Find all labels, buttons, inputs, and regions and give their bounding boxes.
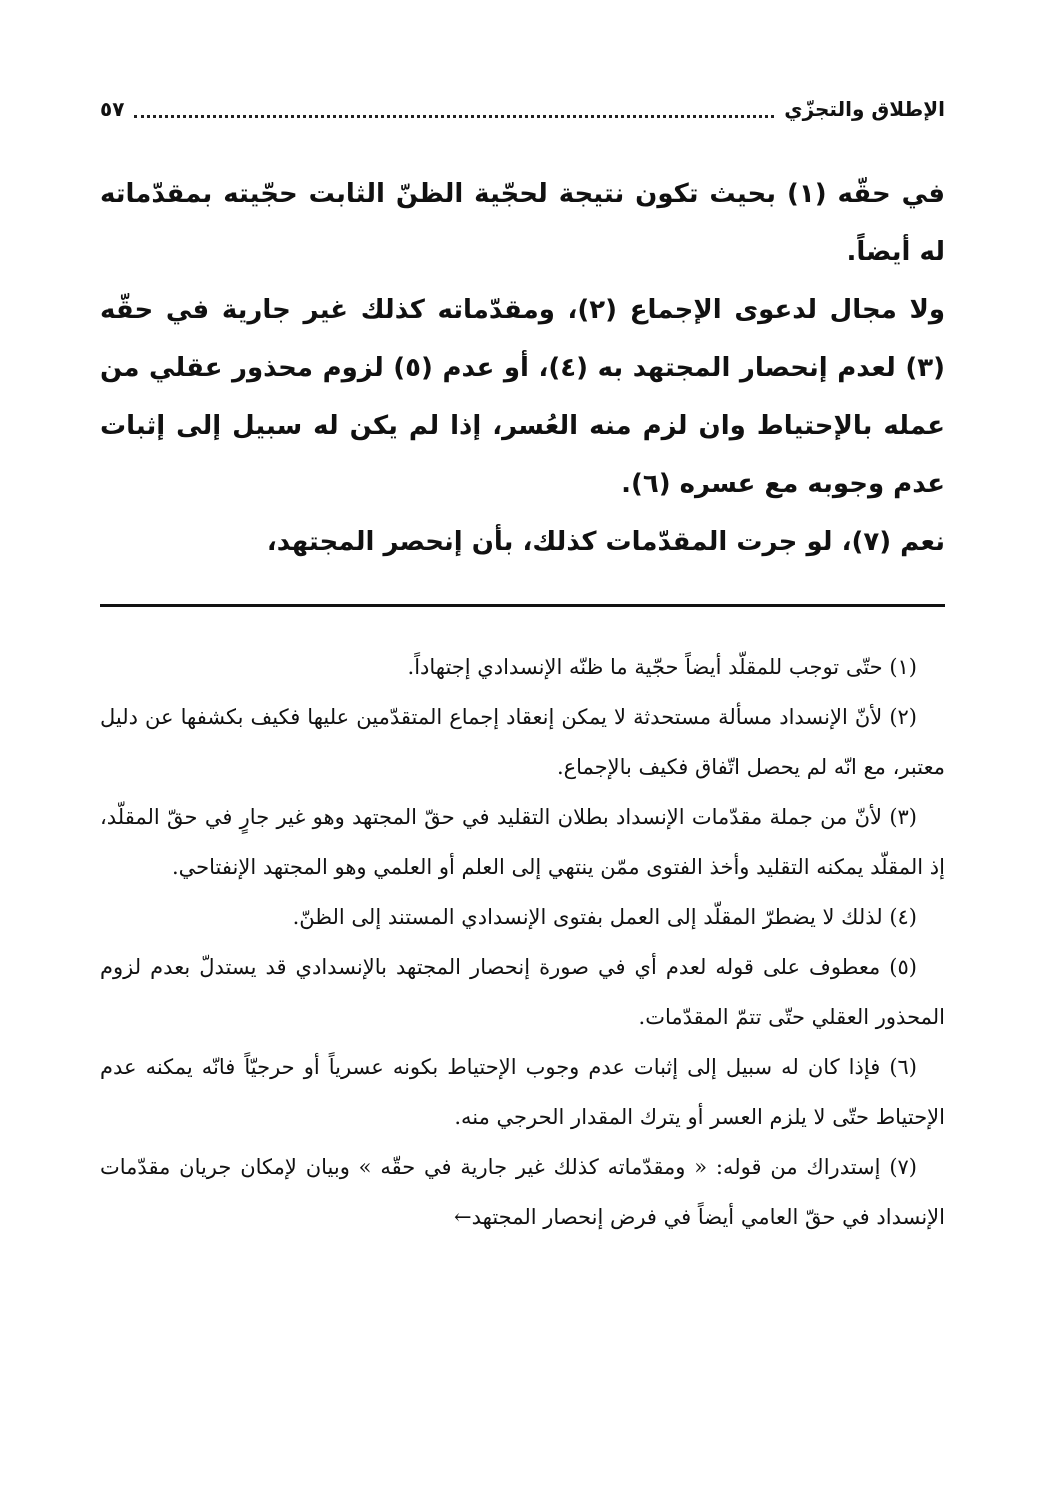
page-number: ٥٧ [100,97,125,121]
footnote-4: (٤) لذلك لا يضطرّ المقلّد إلى العمل بفتوى الإنسدادي المستند إلى الظنّ. [292,905,917,929]
footnotes [100,642,945,1242]
footnote-7: (٧) إستدراك من قوله: « ومقدّماته كذلك غير جارية في حقّه » وبيان لإمكان جريان مقدّمات الإنسداد في حقّ العامي أيضاً في فرض إنحصار المجتهد← [100,1155,945,1229]
header-dot-leader [134,101,774,118]
footnote-1: (١) حتّى توجب للمقلّد أيضاً حجّية ما ظنّه الإنسدادي إجتهاداً. [407,655,917,679]
footnote-3: (٣) لأنّ من جملة مقدّمات الإنسداد بطلان التقليد في حقّ المجتهد وهو غير جارٍ في حقّ المقلّد، إذ المقلّد يمكنه التقليد وأخذ الفتوى ممّن ينتهي إلى العلم أو العلمي وهو المجتهد الإنفتاحي. [100,805,945,879]
footnote-5: (٥) معطوف على قوله لعدم أي في صورة إنحصار المجتهد بالإنسدادي قد يستدلّ بعدم لزوم المحذور العقلي حتّى تتمّ المقدّمات. [100,955,945,1029]
footnote-2: (٢) لأنّ الإنسداد مسألة مستحدثة لا يمكن إنعقاد إجماع المتقدّمين عليها فكيف بكشفها عن دليل معتبر، مع انّه لم يحصل اتّفاق فكيف بالإجماع. [100,705,945,779]
main-text [100,165,945,571]
main-paragraph-1: في حقّه (١) بحيث تكون نتيجة لحجّية الظنّ الثابت حجّيته بمقدّماته له أيضاً. [100,179,945,267]
header-title: الإطلاق والتجزّي [784,97,945,121]
document-page [100,0,945,1501]
main-paragraph-3: نعم (٧)، لو جرت المقدّمات كذلك، بأن إنحصر المجتهد، [266,527,945,557]
main-paragraph-2: ولا مجال لدعوى الإجماع (٢)، ومقدّماته كذلك غير جارية في حقّه (٣) لعدم إنحصار المجتهد به (٤)، أو عدم (٥) لزوم محذور عقلي من عمله بالإحتياط وان لزم منه العُسر، إذا لم يكن له سبيل إلى إثبات عدم وجوبه مع عسره (٦). [100,295,945,499]
footnote-6: (٦) فإذا كان له سبيل إلى إثبات عدم وجوب الإحتياط بكونه عسرياً أو حرجيّاً فانّه يمكنه عدم الإحتياط حتّى لا يلزم العسر أو يترك المقدار الحرجي منه. [100,1055,945,1129]
footnote-separator [100,604,945,607]
running-header [100,92,945,126]
